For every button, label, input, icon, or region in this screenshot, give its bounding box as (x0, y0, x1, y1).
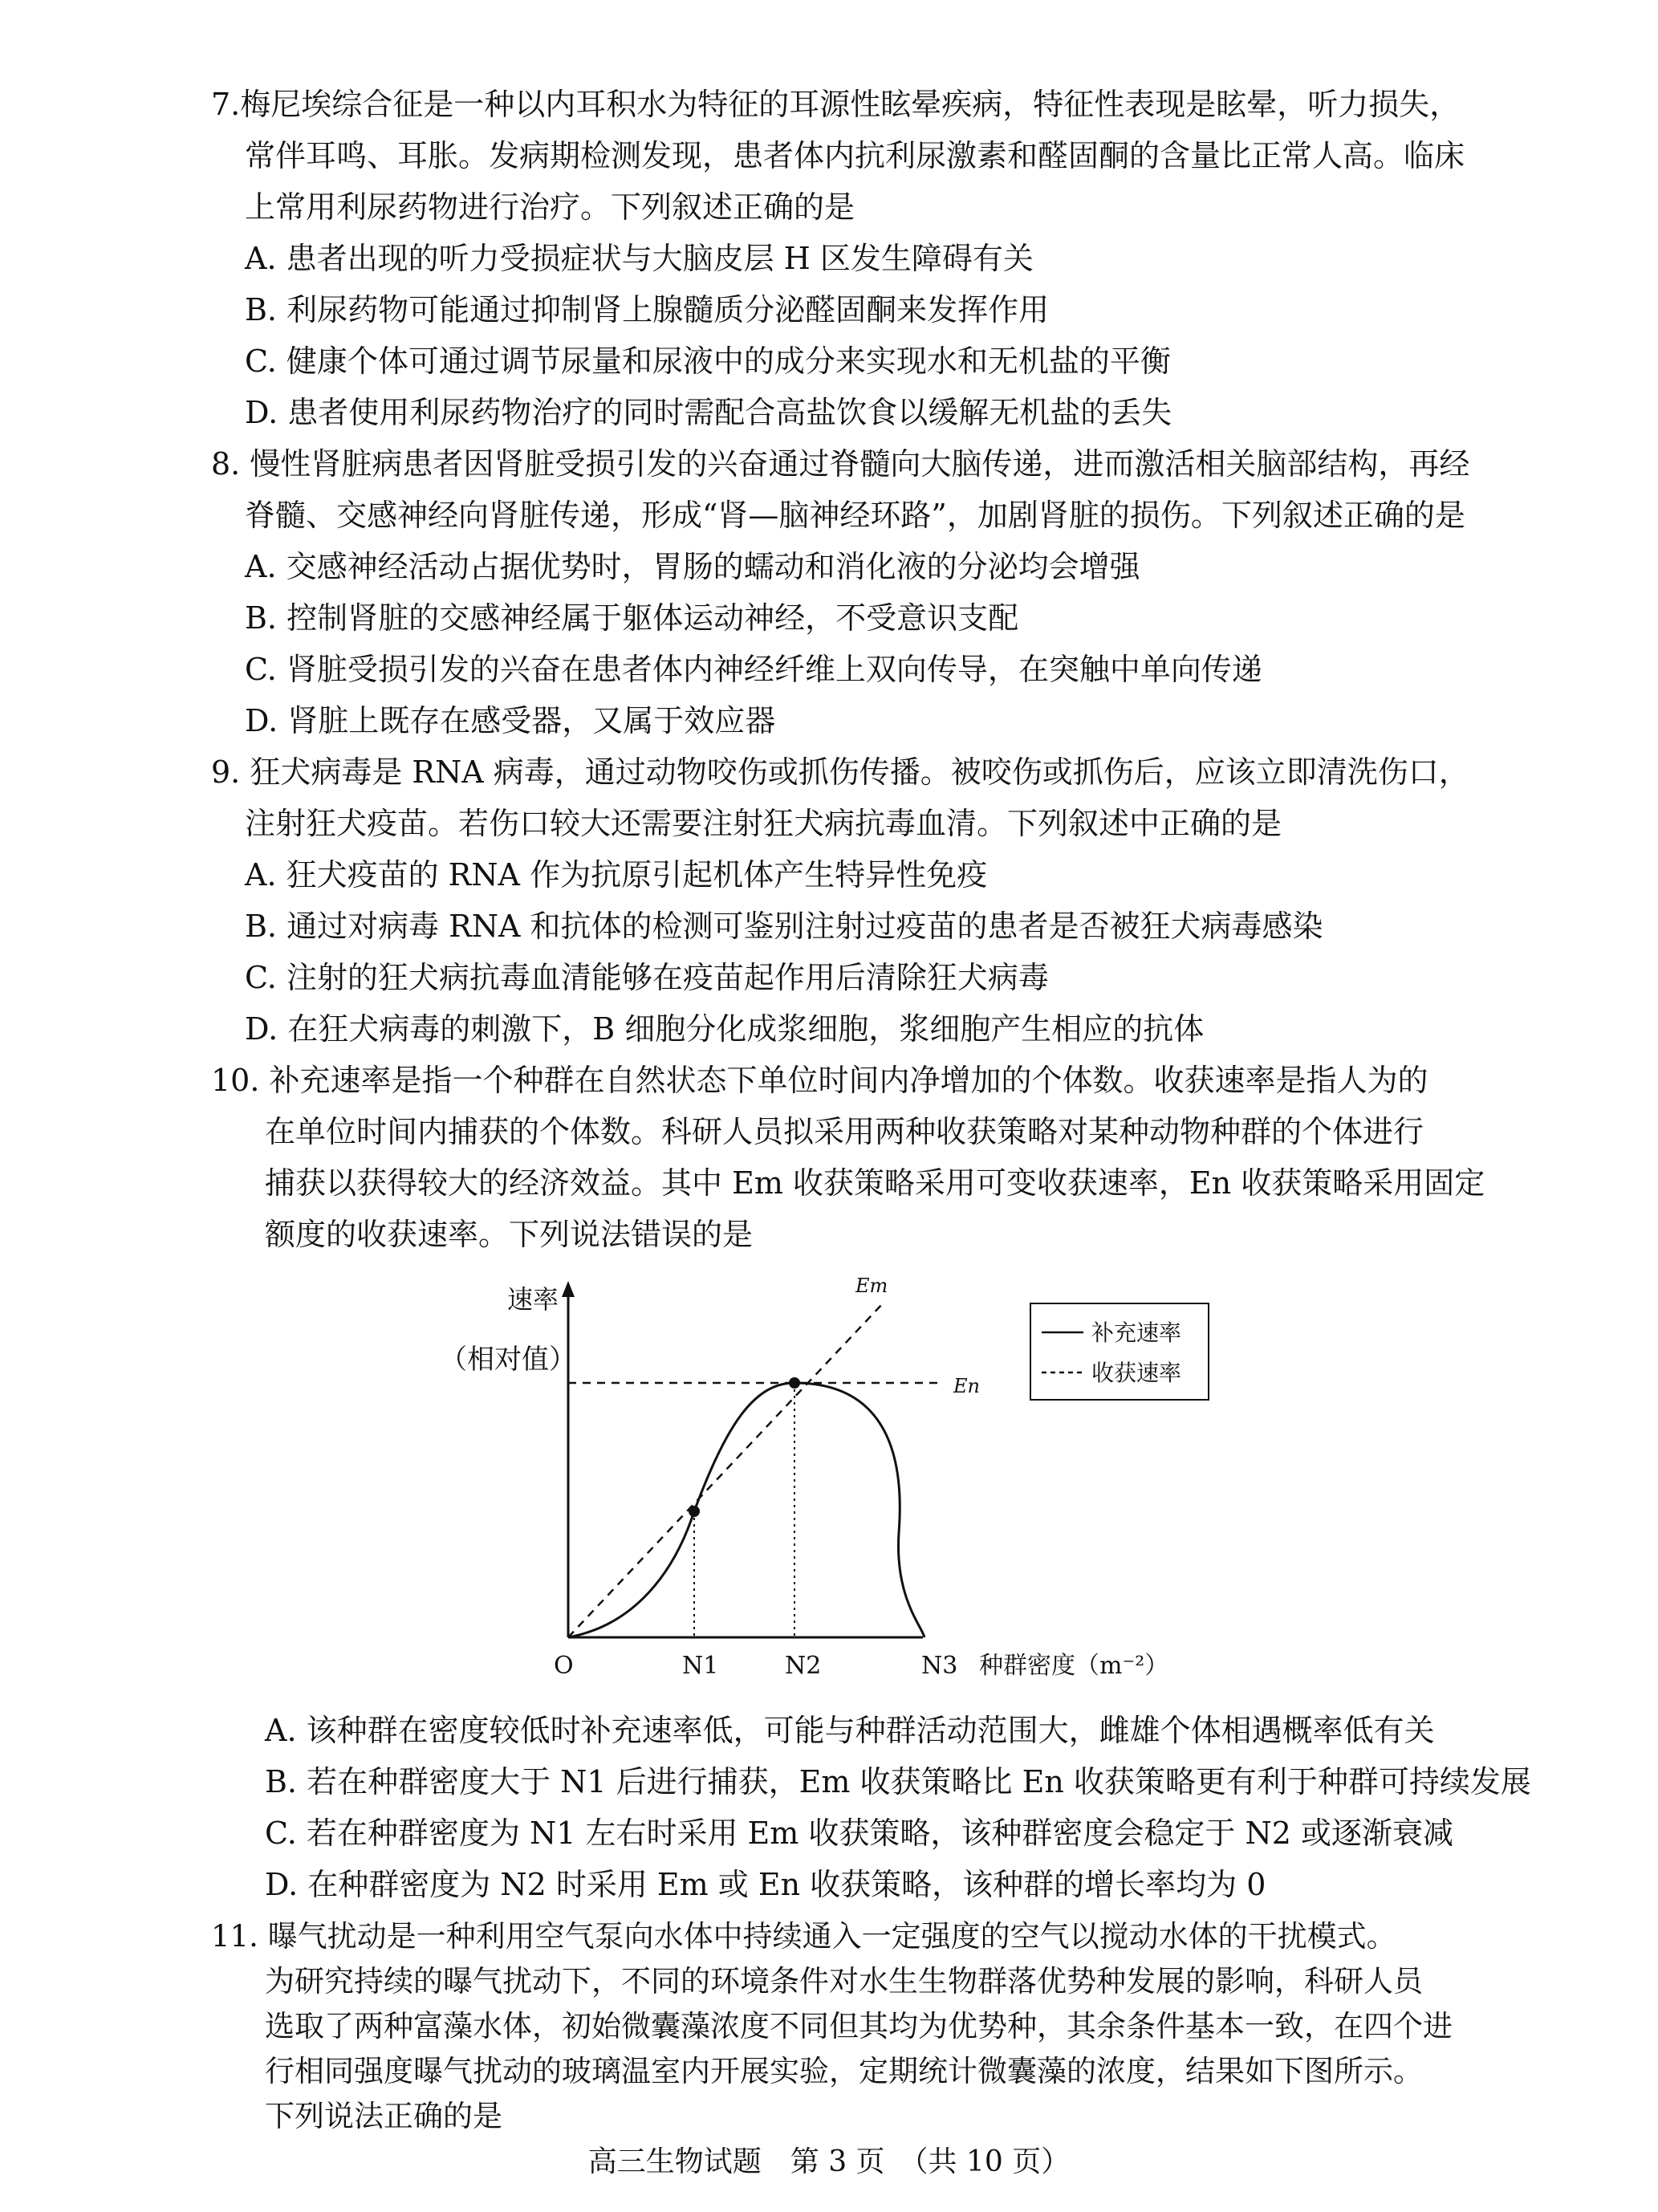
q7-option-a: A. 患者出现的听力受损症状与大脑皮层 H 区发生障碍有关 (245, 241, 1034, 276)
q11-stem-line-1: 11. 曝气扰动是一种利用空气泵向水体中持续通入一定强度的空气以搅动水体的干扰模式。 (211, 1919, 1396, 1954)
x-axis-label: 种群密度（m⁻²） (979, 1652, 1169, 1680)
y-axis-arrow (562, 1281, 575, 1297)
x-tick-n2: N2 (785, 1652, 822, 1680)
q9-option-d: D. 在狂犬病毒的刺激下，B 细胞分化成浆细胞，浆细胞产生相应的抗体 (245, 1011, 1205, 1047)
q7-stem-line-3: 上常用利尿药物进行治疗。下列叙述正确的是 (245, 189, 855, 225)
q10-option-c: C. 若在种群密度为 N1 左右时采用 Em 收获策略，该种群密度会稳定于 N2 或逐渐衰减 (265, 1816, 1453, 1851)
q8-stem-line-2: 脊髓、交感神经向肾脏传递，形成“肾—脑神经环路”，加剧肾脏的损伤。下列叙述正确的是 (245, 498, 1465, 533)
q7-option-d: D. 患者使用利尿药物治疗的同时需配合高盐饮食以缓解无机盐的丢失 (245, 395, 1172, 430)
q10-option-d: D. 在种群密度为 N2 时采用 Em 或 En 收获策略，该种群的增长率均为 0 (265, 1867, 1266, 1902)
q9-option-b: B. 通过对病毒 RNA 和抗体的检测可鉴别注射过疫苗的患者是否被狂犬病毒感染 (245, 909, 1323, 944)
chart-legend (1030, 1303, 1209, 1400)
q10-stem-line-4: 额度的收获速率。下列说法错误的是 (265, 1217, 754, 1252)
q10-stem-line-3: 捕获以获得较大的经济效益。其中 Em 收获策略采用可变收获速率，En 收获策略采用固定 (265, 1165, 1485, 1201)
rate-density-chart (417, 1268, 1236, 1685)
q10-stem-line-1: 10. 补充速率是指一个种群在自然状态下单位时间内净增加的个体数。收获速率是指人为的 (211, 1063, 1428, 1098)
q9-option-c: C. 注射的狂犬病抗毒血清能够在疫苗起作用后清除狂犬病毒 (245, 960, 1049, 995)
origin-label: O (554, 1652, 574, 1680)
en-label: En (953, 1375, 980, 1397)
q7-option-c: C. 健康个体可通过调节尿量和尿液中的成分来实现水和无机盐的平衡 (245, 344, 1171, 379)
x-tick-n1: N1 (682, 1652, 719, 1680)
q10-option-a: A. 该种群在密度较低时补充速率低，可能与种群活动范围大，雌雄个体相遇概率低有关 (265, 1713, 1435, 1748)
q10-option-b: B. 若在种群密度大于 N1 后进行捕获，Em 收获策略比 En 收获策略更有利于种群可持续发展 (265, 1764, 1531, 1799)
legend-label-replenishment: 补充速率 (1091, 1319, 1182, 1346)
q9-option-a: A. 狂犬疫苗的 RNA 作为抗原引起机体产生特异性免疫 (245, 857, 988, 893)
q8-option-a: A. 交感神经活动占据优势时，胃肠的蠕动和消化液的分泌均会增强 (245, 549, 1140, 584)
intersection-n1 (689, 1506, 700, 1517)
em-label: Em (855, 1275, 888, 1297)
q11-stem-line-2: 为研究持续的曝气扰动下，不同的环境条件对水生生物群落优势种发展的影响，科研人员 (265, 1964, 1423, 1999)
q9-stem-line-1: 9. 狂犬病毒是 RNA 病毒，通过动物咬伤或抓伤传播。被咬伤或抓伤后，应该立即清洗伤口， (211, 754, 1469, 790)
q11-stem-line-5: 下列说法正确的是 (265, 2099, 502, 2133)
q9-stem-line-2: 注射狂犬疫苗。若伤口较大还需要注射狂犬病抗毒血清。下列叙述中正确的是 (245, 806, 1282, 841)
y-axis-label-line-1: 速率 (507, 1284, 559, 1315)
q7-stem-line-2: 常伴耳鸣、耳胀。发病期检测发现，患者体内抗利尿激素和醛固酮的含量比正常人高。临床 (245, 138, 1465, 173)
q8-option-c: C. 肾脏受损引发的兴奋在患者体内神经纤维上双向传导，在突触中单向传递 (245, 652, 1262, 687)
q7-stem-line-1: 7.梅尼埃综合征是一种以内耳积水为特征的耳源性眩晕疾病，特征性表现是眩晕，听力损失， (211, 87, 1461, 122)
intersection-n2 (789, 1377, 800, 1389)
em-harvest-line (568, 1303, 883, 1637)
y-axis-label-line-2: （相对值） (440, 1344, 576, 1376)
q10-stem-line-2: 在单位时间内捕获的个体数。科研人员拟采用两种收获策略对某种动物种群的个体进行 (265, 1114, 1424, 1149)
q8-option-b: B. 控制肾脏的交感神经属于躯体运动神经，不受意识支配 (245, 600, 1019, 636)
q11-stem-line-4: 行相同强度曝气扰动的玻璃温室内开展实验，定期统计微囊藻的浓度，结果如下图所示。 (265, 2054, 1423, 2088)
q11-stem-line-3: 选取了两种富藻水体，初始微囊藻浓度不同但其均为优势种，其余条件基本一致，在四个进 (265, 2009, 1453, 2043)
q7-option-b: B. 利尿药物可能通过抑制肾上腺髓质分泌醛固酮来发挥作用 (245, 292, 1050, 327)
q8-option-d: D. 肾脏上既存在感受器，又属于效应器 (245, 703, 776, 738)
x-tick-n3: N3 (921, 1652, 958, 1680)
q8-stem-line-1: 8. 慢性肾脏病患者因肾脏受损引发的兴奋通过脊髓向大脑传递，进而激活相关脑部结构，再经 (211, 446, 1470, 482)
legend-label-harvest: 收获速率 (1091, 1360, 1182, 1386)
page-footer: 高三生物试题 第 3 页 （共 10 页） (587, 2145, 1071, 2178)
replenishment-rate-curve (568, 1383, 924, 1637)
